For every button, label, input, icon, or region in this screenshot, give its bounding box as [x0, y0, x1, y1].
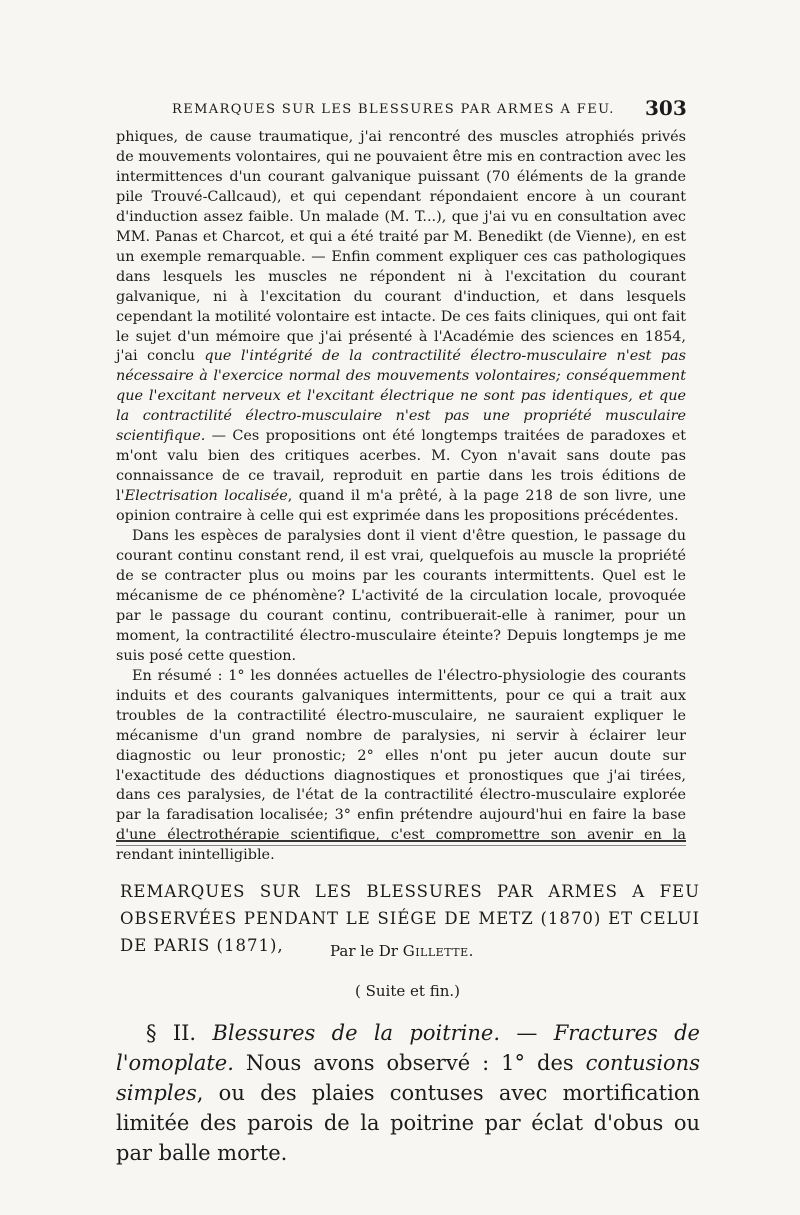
section-text-end: , ou des plaies contuses avec mortification limitée des parois de la poitrine par éclat d'obus ou par balle morte.	[116, 1081, 700, 1165]
section-title: Blessures de la poitrine.	[212, 1021, 501, 1045]
section-dash: —	[500, 1021, 554, 1045]
article-title: REMARQUES SUR LES BLESSURES PAR ARMES A FEU OBSERVÉES PENDANT LE SIÉGE DE METZ (1870) ET CELUI DE PARIS (1871),	[120, 882, 700, 955]
continuation-note: ( Suite et fin.)	[355, 982, 460, 1000]
paragraph-1-end: , quand il m'a prêté, à la page 218 de son livre, une opinion contraire à celle qui est exprimée dans les propositions précédentes.	[116, 488, 686, 525]
section-subtitle: Fractures de l'omoplate.	[116, 1021, 700, 1075]
body-text	[116, 128, 686, 866]
author-name: Gillette.	[402, 942, 474, 960]
section-divider	[116, 840, 686, 842]
paragraph-1-text: phiques, de cause traumatique, j'ai rencontré des muscles atrophiés privés de mouvements volontaires, qui ne pouvaient être mis en contraction avec les intermittences d'un courant galvanique puissant (70 éléments de la grande pile Trouvé-Callcaud), et qui cependant répondaient encore à un courant d'induction assez faible. Un malade (M. T...), que j'ai vu en consultation avec MM. Panas et Charcot, et qui a été traité par M. Benedikt (de Vienne), en est un exemple remarquable. — Enfin comment expliquer ces cas pathologiques dans lesquels les muscles ne répondent ni à l'excitation du courant galvanique, ni à l'excitation du courant d'induction, et dans lesquels cependant la motilité volontaire est intacte. De ces faits cliniques, qui ont fait le sujet d'un mémoire que j'ai présenté à l'Académie des sciences en 1854, j'ai conclu	[116, 129, 686, 365]
page-number: 303	[645, 96, 687, 120]
paragraph-2: Dans les espèces de paralysies dont il vient d'être question, le passage du courant continu constant rend, il est vrai, quelquefois au muscle la propriété de se contracter plus ou moins par les courants intermittents. Quel est le mécanisme de ce phénomène? L'activité de la circulation locale, provoquée par le passage du courant continu, contribuerait-elle à ranimer, pour un moment, la contractilité électro-musculaire éteinte? Depuis longtemps je me suis posé cette question.	[116, 528, 686, 664]
paragraph-1-italic-conclusion: que l'intégrité de la contractilité électro-musculaire n'est pas nécessaire à l'exercice normal des mouvements volontaires; conséquemment que l'excitant nerveux et l'excitant électrique ne sont pas identiques, et que la contractilité électro-musculaire n'est pas une propriété musculaire scientifique.	[116, 348, 687, 445]
byline-prefix: Par le Dr	[330, 942, 398, 960]
section-ii	[116, 1018, 700, 1168]
section-italic-term: contusions simples	[116, 1051, 700, 1105]
section-text: Nous avons observé : 1° des	[233, 1051, 586, 1075]
byline	[330, 942, 474, 960]
paragraph-1	[116, 128, 686, 527]
paragraph-1-after: — Ces propositions ont été longtemps traitées de paradoxes et m'ont valu bien des critiques acerbes. M. Cyon n'avait sans doute pas connaissance de ce travail, reproduit en partie dans les trois éditions de l'	[116, 428, 686, 505]
section-divider-thin	[116, 845, 686, 846]
book-title: Electrisation localisée	[124, 488, 288, 505]
paragraph-3: En résumé : 1° les données actuelles de l'électro-physiologie des courants induits et des courants galvaniques intermittents, pour ce qui a trait aux troubles de la contractilité électro-musculaire, ne sauraient expliquer le mécanisme d'un grand nombre de paralysies, ni servir à éclairer leur diagnostic ou leur pronostic; 2° elles n'ont pu jeter aucun doute sur l'exactitude des déductions diagnostiques et pronostiques que j'ai tirées, dans ces paralysies, de l'état de la contractilité électro-musculaire explorée par la faradisation localisée; 3° enfin prétendre aujourd'hui en faire la base d'une électrothérapie scientifique, c'est compromettre son avenir en la rendant inintelligible.	[116, 667, 686, 864]
section-paragraph	[116, 1018, 700, 1168]
section-number: § II.	[146, 1021, 197, 1045]
running-head: REMARQUES SUR LES BLESSURES PAR ARMES A FEU.	[172, 102, 615, 117]
